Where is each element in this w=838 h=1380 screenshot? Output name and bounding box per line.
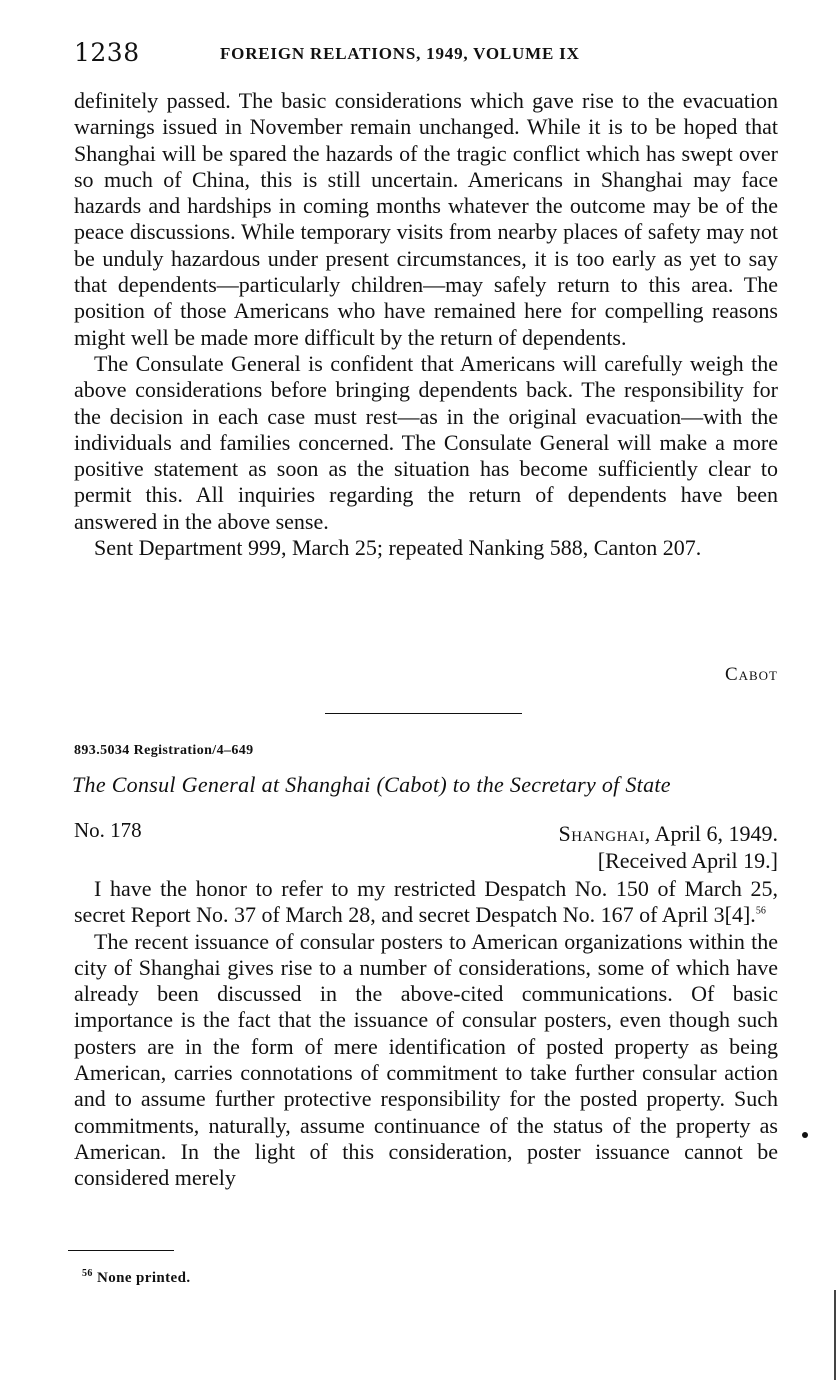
- despatch-text: [74, 876, 778, 1192]
- page-header: [74, 38, 778, 78]
- running-head: FOREIGN RELATIONS, 1949, VOLUME IX: [220, 44, 580, 63]
- despatch-paragraph-1: [74, 876, 778, 929]
- despatch-paragraph-1-text: I have the honor to refer to my restricted Despatch No. 150 of March 25, secret Report No. 37 of March 28, and secret Despatch No. 167 of April 3[4].: [74, 876, 778, 928]
- file-reference: 893.5034 Registration/4–649: [74, 743, 254, 758]
- dateline: [559, 820, 778, 874]
- margin-mark: [802, 1132, 808, 1138]
- page-number: 1238: [74, 38, 140, 67]
- signature: Cabot: [724, 664, 778, 685]
- footnote-text: None printed.: [96, 1270, 191, 1286]
- footnote-number: 56: [82, 1268, 93, 1279]
- section-divider: [325, 713, 522, 714]
- footnote: [82, 1270, 191, 1287]
- dateline-date: , April 6, 1949.: [644, 821, 778, 846]
- continued-text: [74, 88, 778, 561]
- scan-edge: [834, 1290, 836, 1380]
- despatch-paragraph-2: The recent issuance of consular posters to American organizations within the city of Shanghai gives rise to a number of considerations, some of which have already been discussed in the above-cited communications. Of basic importance is the fact that the issuance of consular posters, even though such posters are in the form of mere identification of posted property as being American, carries connotations of commitment to take further consular action and to assume further protective responsibility for the posted property. Such commitments, naturally, assume continuance of the status of the property as American. In the light of this consideration, poster issuance cannot be considered merely: [74, 928, 778, 1191]
- consulate-paragraph: The Consulate General is confident that Americans will carefully weigh the above considerations before bringing dependents back. The responsibility for the decision in each case must rest—as in the original evacuation—with the individuals and families concerned. The Consulate General will make a more positive statement as soon as the situation has become sufficiently clear to permit this. All inquiries regarding the return of dependents have been answered in the above sense.: [74, 350, 778, 534]
- sent-line: Sent Department 999, March 25; repeated Nanking 588, Canton 207.: [94, 535, 702, 561]
- document-number: No. 178: [74, 818, 142, 842]
- continued-paragraph: definitely passed. The basic considerations which gave rise to the evacuation warnings issued in November remain unchanged. While it is to be hoped that Shanghai will be spared the hazards of the tragic conflict which has swept over so much of China, this is still uncertain. Americans in Shanghai may face hazards and hardships in coming months whatever the outcome may be of the peace discussions. While temporary visits from nearby places of safety may not be unduly hazardous under present circumstances, it is too early as yet to say that dependents—particularly children—may safely return to this area. The position of those Americans who have remained here for compelling reasons might well be made more difficult by the return of dependents.: [74, 88, 778, 350]
- document-title: The Consul General at Shanghai (Cabot) to the Secretary of State: [72, 772, 671, 797]
- received-date: [Received April 19.]: [597, 848, 778, 873]
- footnote-reference[interactable]: 56: [755, 905, 766, 917]
- dateline-main: [559, 820, 778, 847]
- footnote-divider: [68, 1250, 174, 1251]
- dateline-place: Shanghai: [558, 821, 645, 846]
